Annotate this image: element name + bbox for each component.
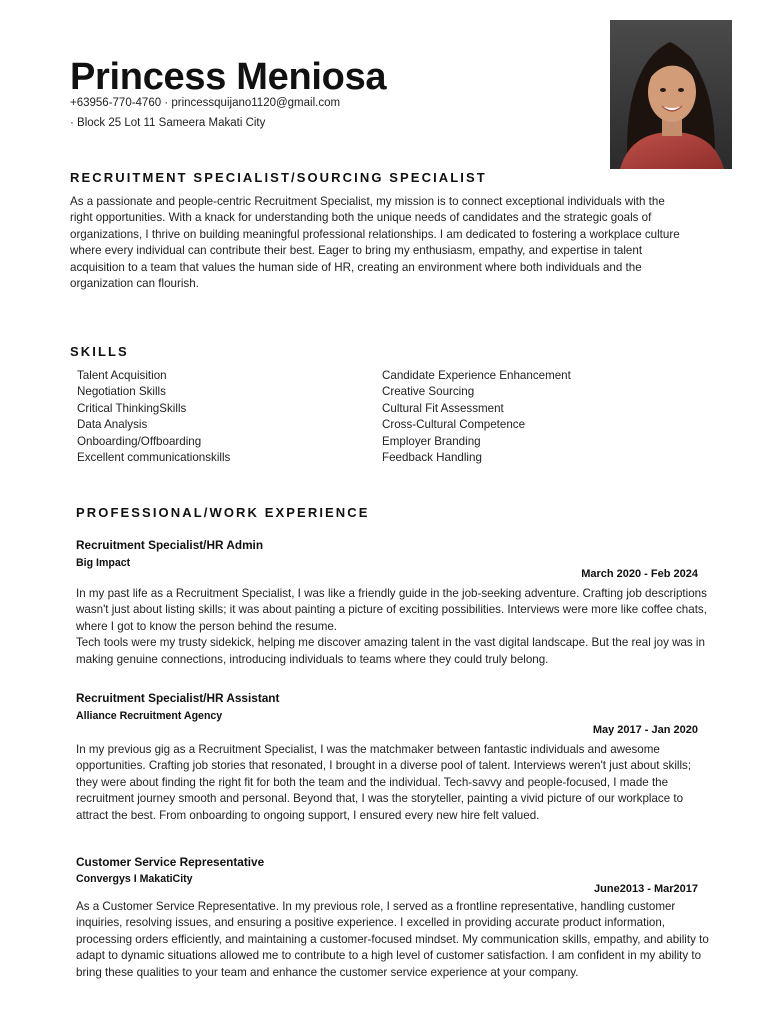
job-company: Big Impact — [76, 557, 131, 569]
skill-item: Critical ThinkingSkills — [77, 401, 187, 415]
job-paragraph: In my past life as a Recruitment Specialist, I was like a friendly guide in the job-seeking adventure. Crafting job descriptions wasn't just about listing skills; it was about painting a picture of exciting possibilities. Interviews were more like coffee chats, where I got to know the person behind the resume. — [76, 587, 707, 633]
portrait-image — [610, 20, 732, 169]
contact-address: · Block 25 Lot 11 Sameera Makati City — [70, 117, 266, 129]
profile-summary: As a passionate and people-centric Recruitment Specialist, my mission is to connect exceptional individuals with the right opportunities. With a knack for understanding both the unique needs of candidates and the strategic goals of organizations, I thrive on building meaningful professional relationships. I am dedicated to fostering a workplace culture where every individual can contribute their best. Eager to bring my enthusiasm, empathy, and expertise in talent acquisition to a team that values the human side of HR, creating an environment where both individuals and the organization can flourish. — [70, 195, 680, 291]
job-dates: May 2017 - Jan 2020 — [592, 724, 698, 736]
contact-phone-email: +63956-770-4760 · princessquijano1120@gmail.com — [70, 97, 341, 109]
role-heading: RECRUITMENT SPECIALIST/SOURCING SPECIALIST — [70, 170, 487, 185]
job-description — [76, 742, 716, 824]
job-paragraph: Tech tools were my trusty sidekick, helping me discover amazing talent in the vast digital landscape. But the real joy was in making genuine connections, introducing individuals to teams where they could truly belong. — [76, 636, 705, 666]
job-company: Alliance Recruitment Agency — [76, 710, 223, 722]
skill-item: Cultural Fit Assessment — [382, 401, 504, 415]
skills-list — [77, 368, 637, 466]
job-title: Customer Service Representative — [76, 855, 265, 869]
job-dates: June2013 - Mar2017 — [594, 883, 698, 895]
job-paragraph: As a Customer Service Representative. In my previous role, I served as a frontline representative, handling customer inquiries, resolving issues, and ensuring a positive experience. I excelled in providing accurate product information, processing orders efficiently, and maintaining a customer-focused mindset. My communication skills, empathy, and ability to adapt to dynamic situations allowed me to contribute to a high level of customer satisfaction. I am confident in my ability to bring these qualities to your team and enhance the customer service experience at your company. — [76, 900, 709, 979]
candidate-name: Princess Meniosa — [70, 56, 387, 98]
job-dates: March 2020 - Feb 2024 — [581, 568, 698, 580]
skill-item: Cross-Cultural Competence — [382, 418, 526, 432]
skill-item: Candidate Experience Enhancement — [382, 369, 571, 382]
profile-photo — [610, 20, 732, 169]
skill-item: Onboarding/Offboarding — [77, 434, 202, 448]
skill-item: Feedback Handling — [382, 451, 482, 465]
job-company: Convergys I MakatiCity — [76, 873, 193, 885]
job-title: Recruitment Specialist/HR Assistant — [76, 691, 280, 705]
job-description — [76, 586, 716, 668]
job-title: Recruitment Specialist/HR Admin — [76, 538, 264, 552]
job-description — [76, 899, 716, 981]
skill-item: Employer Branding — [382, 434, 481, 448]
skill-item: Data Analysis — [77, 418, 148, 432]
skills-heading: SKILLS — [70, 344, 129, 359]
skill-item: Excellent communicationskills — [77, 451, 231, 465]
skill-item: Creative Sourcing — [382, 385, 475, 399]
skill-item: Talent Acquisition — [77, 369, 167, 382]
experience-heading: PROFESSIONAL/WORK EXPERIENCE — [76, 505, 370, 520]
skill-item: Negotiation Skills — [77, 385, 166, 399]
job-paragraph: In my previous gig as a Recruitment Specialist, I was the matchmaker between fantastic individuals and awesome opportunities. Crafting job stories that resonated, I brought in a diverse pool of talent. Interviews weren't just about skills; they were about finding the right fit for both the team and the individual. Tech-savvy and people-focused, I made the recruitment journey smooth and personal. Beyond that, I was the storyteller, painting a vivid picture of our workplace to attract the best. From onboarding to ongoing support, I ensured every new hire felt valued. — [76, 743, 692, 822]
